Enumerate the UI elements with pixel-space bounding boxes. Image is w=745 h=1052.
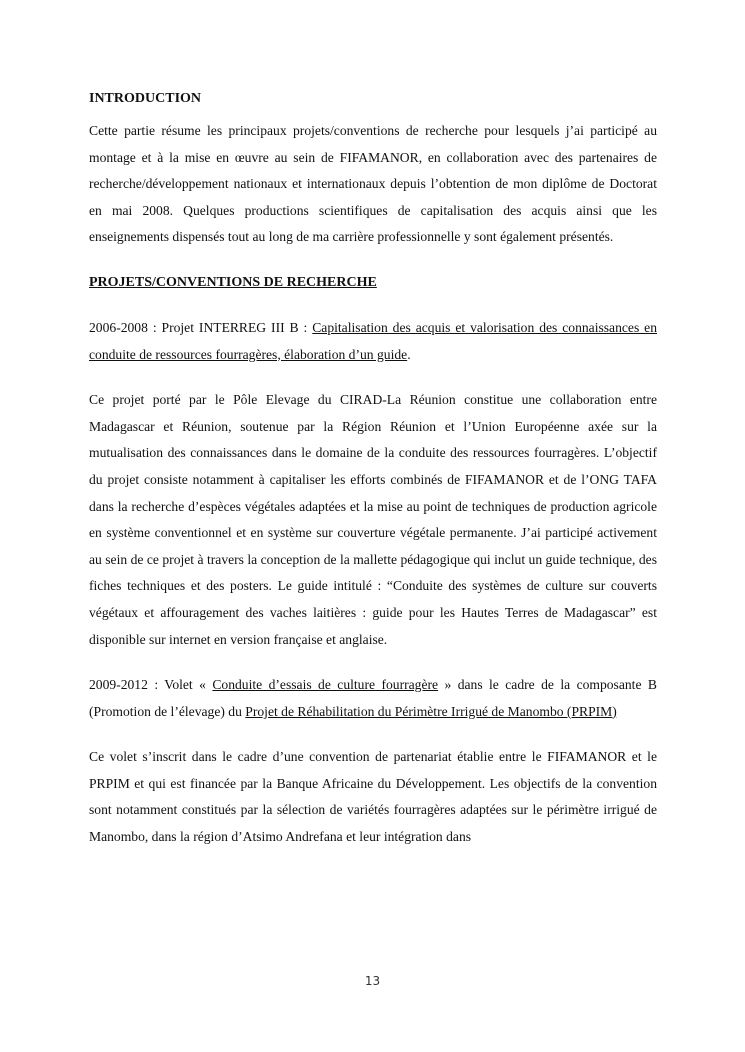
introduction-heading: INTRODUCTION	[89, 91, 202, 106]
project1-title: Capitalisation des acquis et valorisation des connaissances en conduite de ressources fourragères, élaboration d’un guide	[89, 319, 657, 362]
project2-prefix: 2009-2012 : Volet «	[89, 677, 213, 693]
project2-description: Ce volet s’inscrit dans le cadre d’une convention de partenariat établie entre le FIFAMANOR et le PRPIM et qui est financée par la Banque Africaine du Développement. Les objectifs de la convention sont notamment constitués par la sélection de variétés fourragères adaptées sur le périmètre irrigué de Manombo, dans la région d’Atsimo Andrefana et leur intégration dans	[89, 749, 657, 845]
projects-heading: PROJETS/CONVENTIONS DE RECHERCHE	[89, 274, 377, 290]
project1-title-paragraph	[89, 315, 657, 368]
project1-suffix: .	[407, 346, 411, 362]
project2-title-paragraph	[89, 672, 657, 725]
introduction-paragraph: Cette partie résume les principaux projets/conventions de recherche pour lesquels j’ai participé au montage et à la mise en œuvre au sein de FIFAMANOR, en collaboration avec des partenaires de recherche/développement nationaux et internationaux depuis l’obtention de mon diplôme de Doctorat en mai 2008. Quelques productions scientifiques de capitalisation des acquis ainsi que les enseignements dispensés tout au long de ma carrière professionnelle y sont également présentés.	[89, 123, 657, 245]
project2-middle: » dans le cadre de la composante B (Promotion de l’élevage) du	[89, 677, 657, 719]
project1-description: Ce projet porté par le Pôle Elevage du CIRAD-La Réunion constitue une collaboration entre Madagascar et Réunion, soutenue par la Région Réunion et l’Union Européenne axée sur la mutualisation des connaissances dans le domaine de la conduite des ressources fourragères. L’objectif du projet consiste notamment à capitaliser les efforts combinés de FIFAMANOR et de l’ONG TAFA dans la recherche d’espèces végétales adaptées et la mise au point de techniques de production agricole en système conventionnel et en système sur couverture végétale permanente. J’ai participé activement au sein de ce projet à travers la conception de la mallette pédagogique qui inclut un guide technique, des fiches techniques et des posters. Le guide intitulé : “Conduite des systèmes de culture sur couverts végétaux et affouragement des vaches laitières : guide pour les Hautes Terres de Madagascar” est disponible sur internet en version française et anglaise.	[89, 392, 657, 647]
project1-prefix: 2006-2008 : Projet INTERREG III B :	[89, 319, 313, 335]
page-number: 13	[364, 974, 381, 988]
document-page	[89, 86, 657, 851]
project2-title: Conduite d’essais de culture fourragère	[212, 677, 439, 693]
project2-program: Projet de Réhabilitation du Périmètre Irrigué de Manombo (PRPIM)	[245, 703, 617, 719]
